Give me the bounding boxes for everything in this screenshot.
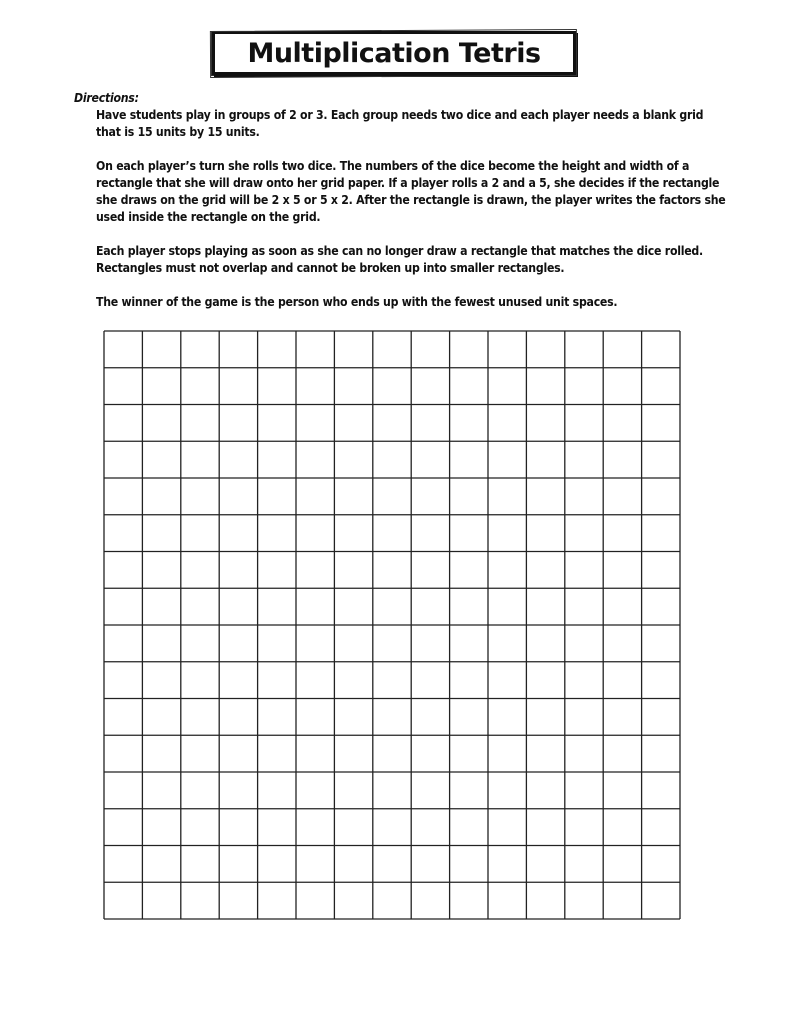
- directions-paragraph-3: Each player stops playing as soon as she can no longer draw a rectangle that matches the dice rolled. Rectangles must not overlap and cannot be broken up into smaller rectangles.: [96, 244, 703, 275]
- directions-paragraph-4: The winner of the game is the person who ends up with the fewest unused unit spaces.: [96, 295, 618, 309]
- grid-lines: [103, 330, 681, 920]
- title-box: [212, 31, 576, 75]
- directions-paragraph-2: On each player’s turn she rolls two dice. The numbers of the dice become the height and width of a rectangle that she will draw onto her grid paper. If a player rolls a 2 and a 5, she decides if the rectangle she draws on the grid will be 2 x 5 or 5 x 2. After the rectangle is drawn, the player writes the factors she used inside the rectangle on the grid.: [96, 159, 726, 224]
- directions-paragraph-1: Have students play in groups of 2 or 3. Each group needs two dice and each player needs a blank grid that is 15 units by 15 units.: [96, 108, 704, 139]
- page-title: Multiplication Tetris: [247, 37, 541, 69]
- directions-section: [74, 90, 734, 328]
- directions-label: Directions:: [74, 91, 139, 105]
- blank-grid: [103, 330, 681, 920]
